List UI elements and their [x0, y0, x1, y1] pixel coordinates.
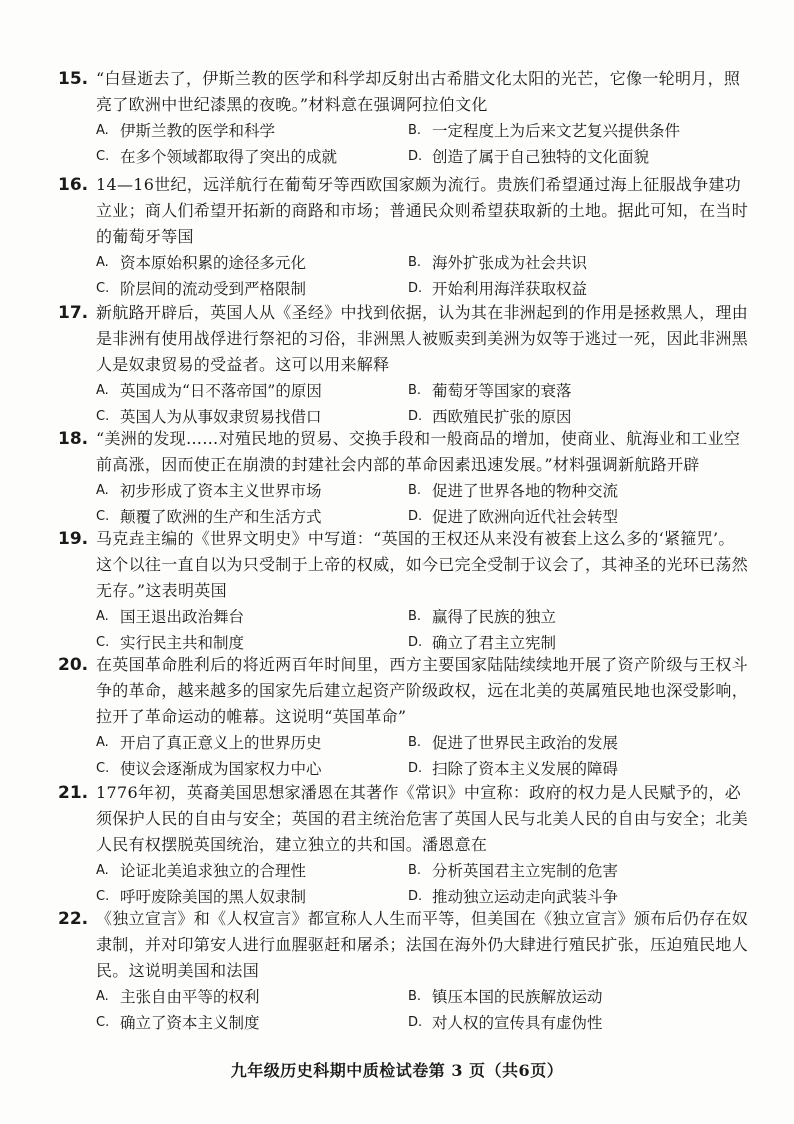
question-stem: “美洲的发现……对殖民地的贸易、交换手段和一般商品的增加，使商业、航海业和工业空前高涨，因而使正在崩溃的封建社会内部的革命因素迅速发展。”材料强调新航路开辟	[96, 429, 741, 474]
options	[96, 858, 748, 910]
option-label: B.	[408, 255, 422, 270]
option-text: 对人权的宣传具有虚伪性	[432, 1014, 603, 1032]
option-label: D.	[408, 889, 423, 904]
option-label: A.	[96, 383, 109, 398]
option-d[interactable]	[408, 144, 748, 170]
option-text: 使议会逐渐成为国家权力中心	[120, 760, 322, 778]
question-21	[58, 780, 748, 910]
option-text: 国王退出政治舞台	[120, 608, 245, 626]
option-text: 一定程度上为后来文艺复兴提供条件	[432, 122, 681, 140]
option-label: C.	[96, 409, 110, 424]
option-label: D.	[408, 1015, 423, 1030]
option-label: A.	[96, 863, 109, 878]
option-c[interactable]	[96, 1010, 408, 1036]
option-label: C.	[96, 761, 110, 776]
option-b[interactable]	[408, 118, 748, 144]
option-label: A.	[96, 255, 109, 270]
option-text: 呼吁废除美国的黑人奴隶制	[120, 888, 307, 906]
option-c[interactable]	[96, 756, 408, 782]
option-label: D.	[408, 281, 423, 296]
option-text: 开始利用海洋获取权益	[432, 280, 588, 298]
option-a[interactable]	[96, 604, 408, 630]
options	[96, 984, 748, 1036]
option-text: 在多个领域都取得了突出的成就	[120, 148, 338, 166]
option-text: 实行民主共和制度	[120, 634, 245, 652]
option-label: C.	[96, 635, 110, 650]
option-label: B.	[408, 989, 422, 1004]
question-number: 18.	[58, 429, 89, 449]
options	[96, 378, 748, 430]
option-text: 确立了君主立宪制	[432, 634, 557, 652]
question-stem: 14—16世纪，远洋航行在葡萄牙等西欧国家颇为流行。贵族们希望通过海上征服战争建功立业；商人们希望开拓新的商路和市场；普通民众则希望获取新的土地。据此可知，在当时的葡萄牙等国	[96, 175, 749, 246]
option-a[interactable]	[96, 984, 408, 1010]
option-label: A.	[96, 989, 109, 1004]
option-text: 赢得了民族的独立	[432, 608, 557, 626]
question-stem: 新航路开辟后，英国人从《圣经》中找到依据，认为其在非洲起到的作用是拯救黑人，理由是非洲有使用战俘进行祭祀的习俗，非洲黑人被贩卖到美洲为奴等于逃过一死，因此非洲黑人是奴隶贸易的受益者。这可以用来解释	[96, 303, 749, 374]
option-text: 促进了世界各地的物种交流	[432, 482, 619, 500]
question-stem: 1776年初，英裔美国思想家潘恩在其著作《常识》中宣称：政府的权力是人民赋予的，必须保护人民的自由与安全；英国的君主统治危害了英国人民与北美人民的自由与安全；北美人民有权摆脱英国统治，建立独立的共和国。潘恩意在	[96, 783, 749, 854]
option-text: 阶层间的流动受到严格限制	[120, 280, 307, 298]
option-text: 海外扩张成为社会共识	[432, 254, 588, 272]
option-label: C.	[96, 889, 110, 904]
option-label: A.	[96, 609, 109, 624]
option-a[interactable]	[96, 730, 408, 756]
question-18	[58, 426, 748, 530]
option-b[interactable]	[408, 858, 748, 884]
option-text: 主张自由平等的权利	[120, 988, 260, 1006]
option-c[interactable]	[96, 144, 408, 170]
question-number: 19.	[58, 529, 89, 549]
option-text: 分析英国君主立宪制的危害	[432, 862, 619, 880]
option-label: D.	[408, 635, 423, 650]
options	[96, 118, 748, 170]
question-stem: “白昼逝去了，伊斯兰教的医学和科学却反射出古希腊文化太阳的光芒，它像一轮明月，照亮了欧洲中世纪漆黑的夜晚。”材料意在强调阿拉伯文化	[96, 69, 741, 114]
option-a[interactable]	[96, 478, 408, 504]
option-label: B.	[408, 383, 422, 398]
option-text: 英国人为从事奴隶贸易找借口	[120, 408, 322, 426]
option-text: 确立了资本主义制度	[120, 1014, 260, 1032]
option-text: 伊斯兰教的医学和科学	[120, 122, 276, 140]
option-text: 创造了属于自己独特的文化面貌	[432, 148, 650, 166]
option-b[interactable]	[408, 984, 748, 1010]
option-label: D.	[408, 149, 423, 164]
option-b[interactable]	[408, 730, 748, 756]
question-number: 22.	[58, 909, 89, 929]
option-text: 初步形成了资本主义世界市场	[120, 482, 322, 500]
question-number: 20.	[58, 655, 89, 675]
option-text: 资本原始积累的途径多元化	[120, 254, 307, 272]
option-a[interactable]	[96, 250, 408, 276]
option-label: C.	[96, 281, 110, 296]
option-a[interactable]	[96, 858, 408, 884]
option-text: 英国成为“日不落帝国”的原因	[120, 382, 322, 400]
option-text: 扫除了资本主义发展的障碍	[432, 760, 619, 778]
question-22	[58, 906, 748, 1036]
option-text: 葡萄牙等国家的衰落	[432, 382, 572, 400]
question-number: 17.	[58, 303, 89, 323]
question-number: 21.	[58, 783, 89, 803]
option-text: 开启了真正意义上的世界历史	[120, 734, 322, 752]
question-17	[58, 300, 748, 430]
option-label: A.	[96, 483, 109, 498]
option-d[interactable]	[408, 756, 748, 782]
option-d[interactable]	[408, 1010, 748, 1036]
option-label: D.	[408, 761, 423, 776]
question-stem: 马克垚主编的《世界文明史》中写道：“英国的王权还从来没有被套上这么多的‘紧箍咒’。这个以往一直自以为只受制于上帝的权威，如今已完全受制于议会了，其神圣的光环已荡然无存。”这表明英国	[96, 529, 749, 600]
option-d[interactable]	[408, 276, 748, 302]
question-stem: 《独立宣言》和《人权宣言》都宣称人人生而平等，但美国在《独立宣言》颁布后仍存在奴隶制，并对印第安人进行血腥驱赶和屠杀；法国在海外仍大肆进行殖民扩张，压迫殖民地人民。这说明美国和法国	[96, 909, 749, 980]
option-label: B.	[408, 123, 422, 138]
question-number: 15.	[58, 69, 89, 89]
option-label: A.	[96, 123, 109, 138]
option-label: B.	[408, 735, 422, 750]
option-a[interactable]	[96, 118, 408, 144]
option-label: A.	[96, 735, 109, 750]
options	[96, 604, 748, 656]
option-text: 西欧殖民扩张的原因	[432, 408, 572, 426]
option-b[interactable]	[408, 378, 748, 404]
option-c[interactable]	[96, 276, 408, 302]
question-stem: 在英国革命胜利后的将近两百年时间里，西方主要国家陆陆续续地开展了资产阶级与王权斗争的革命，越来越多的国家先后建立起资产阶级政权，远在北美的英属殖民地也深受影响，拉开了革命运动的帷幕。这说明“英国革命”	[96, 655, 749, 726]
option-text: 促进了欧洲向近代社会转型	[432, 508, 619, 526]
option-text: 颠覆了欧洲的生产和生活方式	[120, 508, 322, 526]
option-label: C.	[96, 149, 110, 164]
option-text: 推动独立运动走向武装斗争	[432, 888, 619, 906]
options	[96, 250, 748, 302]
option-label: B.	[408, 483, 422, 498]
option-b[interactable]	[408, 478, 748, 504]
options	[96, 730, 748, 782]
option-b[interactable]	[408, 604, 748, 630]
option-a[interactable]	[96, 378, 408, 404]
question-20	[58, 652, 748, 782]
option-label: C.	[96, 509, 110, 524]
option-label: D.	[408, 509, 423, 524]
option-text: 促进了世界民主政治的发展	[432, 734, 619, 752]
option-text: 论证北美追求独立的合理性	[120, 862, 307, 880]
page-footer: 九年级历史科期中质检试卷第 3 页（共6页）	[230, 1061, 564, 1080]
option-label: B.	[408, 609, 422, 624]
question-number: 16.	[58, 175, 89, 195]
option-label: D.	[408, 409, 423, 424]
option-label: C.	[96, 1015, 110, 1030]
option-label: B.	[408, 863, 422, 878]
question-16	[58, 172, 748, 302]
options	[96, 478, 748, 530]
question-19	[58, 526, 748, 656]
question-15	[58, 66, 748, 170]
option-b[interactable]	[408, 250, 748, 276]
option-text: 镇压本国的民族解放运动	[432, 988, 603, 1006]
